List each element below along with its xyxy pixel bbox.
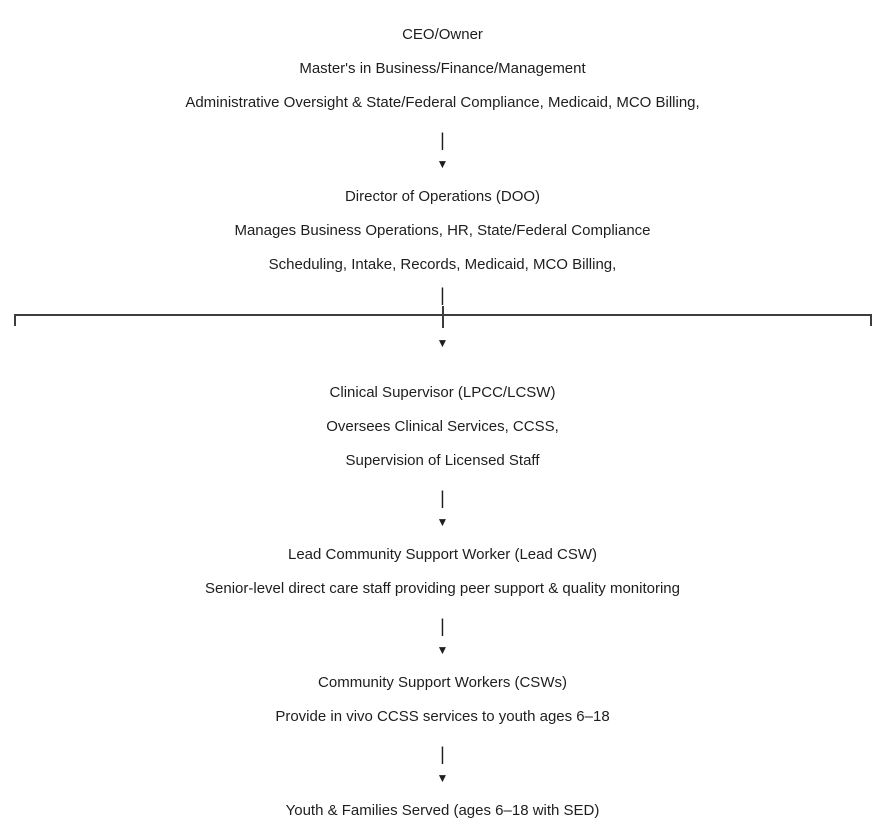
arrow-down-icon: ▼	[436, 157, 449, 171]
arrow-down-icon: ▼	[436, 771, 449, 785]
org-node-csws	[0, 666, 885, 734]
node-detail: Senior-level direct care staff providing peer support & quality monitoring	[205, 580, 680, 597]
connector-line: |	[440, 616, 445, 636]
distribution-bracket-line	[14, 314, 872, 326]
node-detail: Manages Business Operations, HR, State/Federal Compliance	[234, 222, 651, 239]
bracket-center-tick	[442, 306, 444, 328]
node-detail: Scheduling, Intake, Records, Medicaid, MCO Billing,	[268, 256, 617, 273]
org-node-lead-csw	[0, 538, 885, 606]
arrow-down-icon: ▼	[436, 336, 449, 350]
org-node-doo	[0, 180, 885, 282]
connector-line: |	[440, 130, 445, 150]
node-title: Clinical Supervisor (LPCC/LCSW)	[329, 384, 556, 401]
org-node-youth-families	[0, 794, 885, 828]
node-title: Youth & Families Served (ages 6–18 with SED)	[285, 802, 600, 819]
node-detail: Oversees Clinical Services, CCSS,	[326, 418, 559, 435]
org-node-clinical-supervisor	[0, 376, 885, 478]
arrow-down-icon: ▼	[436, 643, 449, 657]
node-detail: Supervision of Licensed Staff	[345, 452, 540, 469]
arrow-down-icon: ▼	[436, 515, 449, 529]
connector-line: |	[440, 744, 445, 764]
connector-ceo-to-doo	[0, 120, 885, 180]
connector-lead-csw-to-csws	[0, 606, 885, 666]
node-title: CEO/Owner	[402, 26, 483, 43]
org-node-ceo	[0, 18, 885, 120]
connector-clinical-supervisor-to-lead-csw	[0, 478, 885, 538]
node-detail: Master's in Business/Finance/Management	[299, 60, 586, 77]
connector-csws-to-youth-families	[0, 734, 885, 794]
node-title: Lead Community Support Worker (Lead CSW)	[287, 546, 597, 563]
node-detail: Administrative Oversight & State/Federal Compliance, Medicaid, MCO Billing,	[185, 94, 700, 111]
node-detail: Provide in vivo CCSS services to youth ages 6–18	[275, 708, 610, 725]
node-title: Community Support Workers (CSWs)	[318, 674, 567, 691]
node-title: Director of Operations (DOO)	[344, 188, 541, 205]
connector-line: |	[440, 488, 445, 508]
connector-line: |	[440, 285, 445, 305]
connector-doo-to-clinical-supervisor	[0, 282, 885, 376]
